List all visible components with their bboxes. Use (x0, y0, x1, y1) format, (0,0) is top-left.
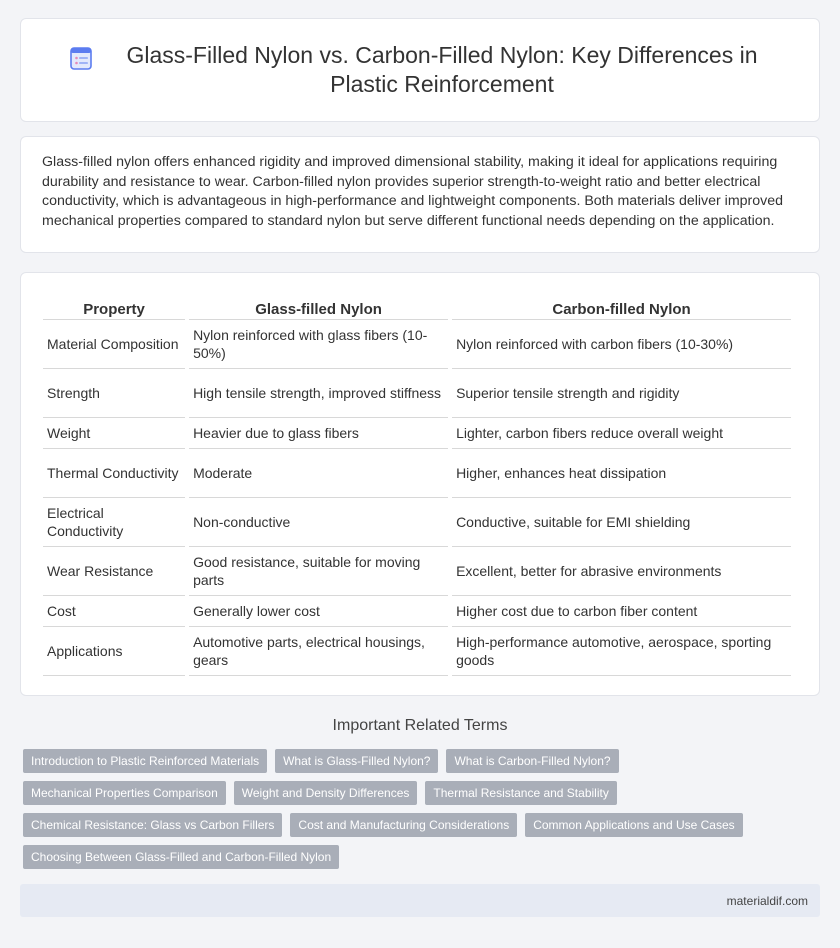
row-carbon-value: Lighter, carbon fibers reduce overall weight (452, 418, 791, 449)
header-carbon-filled: Carbon-filled Nylon (452, 295, 791, 320)
related-term-tag[interactable]: Weight and Density Differences (234, 781, 418, 805)
table-row (43, 547, 791, 596)
row-property: Weight (43, 418, 185, 449)
intro-card (20, 136, 820, 253)
row-glass-value: Non-conductive (189, 498, 448, 547)
row-carbon-value: Superior tensile strength and rigidity (452, 369, 791, 418)
row-property: Strength (43, 369, 185, 418)
row-carbon-value: Higher, enhances heat dissipation (452, 449, 791, 498)
row-property: Wear Resistance (43, 547, 185, 596)
header-glass-filled: Glass-filled Nylon (189, 295, 448, 320)
row-carbon-value: High-performance automotive, aerospace, sporting goods (452, 627, 791, 676)
row-glass-value: High tensile strength, improved stiffness (189, 369, 448, 418)
row-carbon-value: Nylon reinforced with carbon fibers (10-30%) (452, 320, 791, 369)
row-carbon-value: Conductive, suitable for EMI shielding (452, 498, 791, 547)
row-carbon-value: Higher cost due to carbon fiber content (452, 596, 791, 627)
related-term-tag[interactable]: Chemical Resistance: Glass vs Carbon Fillers (23, 813, 282, 837)
row-glass-value: Moderate (189, 449, 448, 498)
comparison-card (20, 272, 820, 696)
footer-site-link[interactable]: materialdif.com (726, 893, 808, 908)
related-term-tag[interactable]: Cost and Manufacturing Considerations (290, 813, 517, 837)
header-property: Property (43, 295, 185, 320)
row-property: Applications (43, 627, 185, 676)
row-property: Cost (43, 596, 185, 627)
row-property: Thermal Conductivity (43, 449, 185, 498)
table-row (43, 418, 791, 449)
related-term-tag[interactable]: Mechanical Properties Comparison (23, 781, 226, 805)
related-term-tag[interactable]: Choosing Between Glass-Filled and Carbon-Filled Nylon (23, 845, 339, 869)
related-terms-list (23, 749, 813, 877)
footer-bar (20, 884, 820, 917)
row-property: Electrical Conductivity (43, 498, 185, 547)
table-row (43, 498, 791, 547)
row-carbon-value: Excellent, better for abrasive environments (452, 547, 791, 596)
related-term-tag[interactable]: Thermal Resistance and Stability (425, 781, 616, 805)
row-glass-value: Automotive parts, electrical housings, gears (189, 627, 448, 676)
comparison-table (39, 295, 795, 676)
header-card (20, 18, 820, 122)
document-icon (68, 45, 94, 71)
page-title: Glass-Filled Nylon vs. Carbon-Filled Nylon: Key Differences in Plastic Reinforcement (126, 42, 758, 97)
related-term-tag[interactable]: What is Carbon-Filled Nylon? (446, 749, 618, 773)
intro-paragraph: Glass-filled nylon offers enhanced rigidity and improved dimensional stability, making it ideal for applications requiring durability and resistance to wear. Carbon-filled nylon provides superior strength-to-weight ratio and better electrical conductivity, which is advantageous in high-performance and lightweight components. Both materials deliver improved mechanical properties compared to standard nylon but serve different functional needs depending on the application. (42, 154, 784, 229)
table-header-row (43, 295, 791, 320)
row-glass-value: Heavier due to glass fibers (189, 418, 448, 449)
row-glass-value: Good resistance, suitable for moving parts (189, 547, 448, 596)
row-glass-value: Generally lower cost (189, 596, 448, 627)
related-term-tag[interactable]: What is Glass-Filled Nylon? (275, 749, 438, 773)
table-row (43, 627, 791, 676)
table-row (43, 449, 791, 498)
related-terms-title: Important Related Terms (332, 717, 508, 734)
related-term-tag[interactable]: Common Applications and Use Cases (525, 813, 742, 837)
table-row (43, 596, 791, 627)
row-glass-value: Nylon reinforced with glass fibers (10-50%) (189, 320, 448, 369)
table-row (43, 320, 791, 369)
row-property: Material Composition (43, 320, 185, 369)
related-term-tag[interactable]: Introduction to Plastic Reinforced Materials (23, 749, 267, 773)
title-wrap (68, 41, 772, 99)
table-row (43, 369, 791, 418)
